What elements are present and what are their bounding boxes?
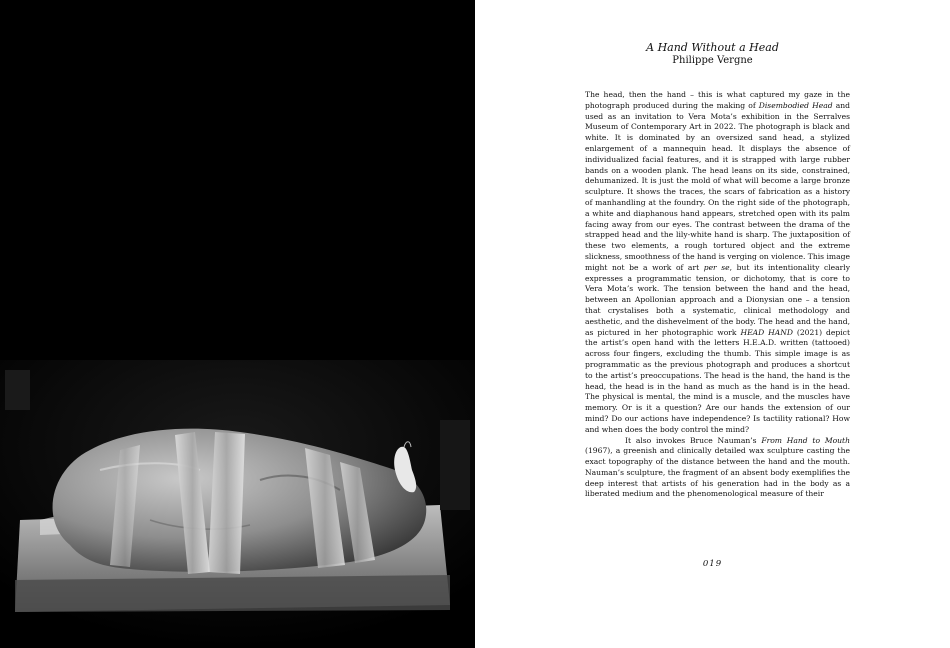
italic-text: From Hand to Mouth bbox=[761, 435, 851, 445]
text-run: (2021) depict the artist’s open hand with the letters H.E.A.D. written (tattooed) across four fingers, excluding the thumb. This simple image is as programmatic as the previous photograph and produces a shortcut to the artist’s preoccupations. The head is the hand, the hand is the head, the head is in the hand as much as the hand is in the head. The physical is mental, the mind is a muscle, and the muscles have memory. Or is it a question? Are our hands the extension of our mind? Do our actions have independence? Is tactility rational? How and when does the body control the mind? bbox=[585, 327, 850, 434]
italic-text: Disembodied Head bbox=[758, 100, 833, 110]
text-run: (1967), a greenish and clinically detailed wax sculpture casting the exact topography of the distance between the hand and the mouth. Nauman’s sculpture, the fragment of an absent body exemplifies the deep interest that artists of his generation had in the body as a liberated medium and the phenomenological measure of their bbox=[585, 446, 850, 499]
text-page bbox=[475, 0, 950, 648]
italic-text: per se bbox=[703, 262, 730, 272]
page-number: 019 bbox=[702, 559, 723, 569]
text-run: and used as an invitation to Vera Mota’s exhibition in the Serralves Museum of Contemporary Art in 2022. The photograph is black and white. It is dominated by an oversized sand head, a stylized enlargement of a mannequin head. It displays the absence of individualized facial features, and it is strapped with large rubber bands on a wooden plank. The head leans on its side, constrained, dehumanized. It is just the mold of what will become a large bronze sculpture. It shows the traces, the scars of fabrication as a history of manhandling at the foundry. On the right side of the photograph, a white and diaphanous hand appears, stretched open with its palm facing away from our eyes. The contrast between the drama of the strapped head and the lily-white hand is sharp. The juxtaposition of these two elements, a rough tortured object and the extreme slickness, smoothness of the hand is verging on violence. This image might not be a work of art bbox=[585, 100, 851, 272]
article-title: A Hand Without a Head bbox=[646, 41, 779, 54]
body-paragraph bbox=[585, 90, 850, 436]
article-body bbox=[585, 90, 850, 500]
text-run: The head, then the hand – this is what captured my gaze in the photograph produced during the making of bbox=[585, 90, 850, 110]
article-author: Philippe Vergne bbox=[672, 55, 753, 66]
text-run: It also invokes Bruce Nauman’s bbox=[625, 435, 762, 445]
italic-text: HEAD HAND bbox=[740, 327, 793, 337]
text-run: , but its intentionality clearly expresses a programmatic tension, or dichotomy, that is core to Vera Mota’s work. The tension between the hand and the head, between an Apollonian approach and a Dionysian one – a tension that crystalises both a systematic, clinical methodology and aesthetic, and the dishevelment of the body. The head and the hand, as pictured in her photographic work bbox=[585, 262, 850, 337]
body-paragraph bbox=[585, 436, 850, 501]
